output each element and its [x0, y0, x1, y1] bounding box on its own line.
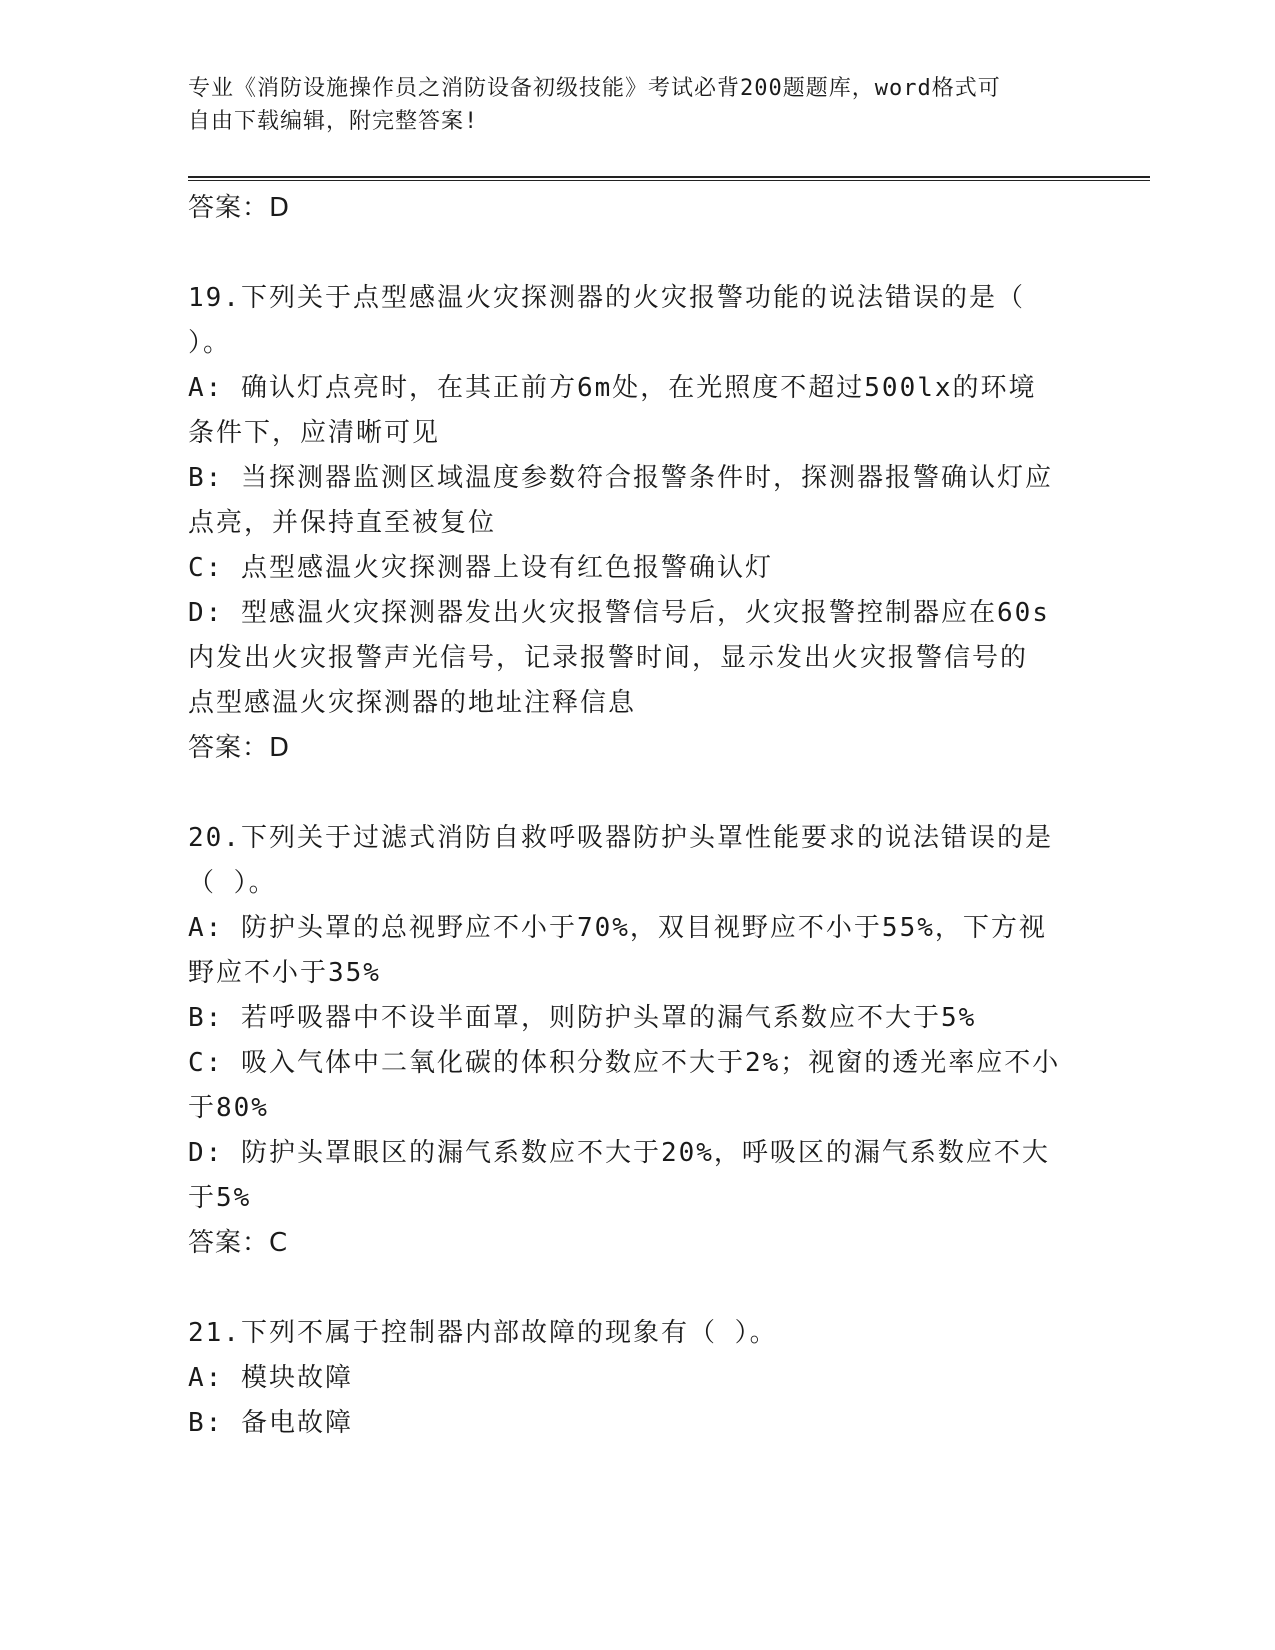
question-19	[188, 276, 1088, 771]
option-d-line: D: 型感温火灾探测器发出火灾报警信号后，火灾报警控制器应在60s	[188, 598, 1050, 628]
header-divider	[188, 176, 1150, 181]
spacer	[188, 231, 1088, 276]
option-b-line: B: 若呼吸器中不设半面罩，则防护头罩的漏气系数应不大于5%	[188, 1003, 977, 1033]
option-a-line: A: 确认灯点亮时，在其正前方6m处，在光照度不超过500lx的环境	[188, 373, 1037, 403]
option-a-line: 条件下，应清晰可见	[188, 418, 441, 448]
option-d-line: 于5%	[188, 1183, 252, 1213]
header-line-2: 自由下载编辑，附完整答案!	[188, 109, 479, 134]
spacer	[188, 1266, 1088, 1311]
question-stem-line: 19.下列关于点型感温火灾探测器的火灾报警功能的说法错误的是（	[188, 283, 1025, 313]
option-a-line: 野应不小于35%	[188, 958, 381, 988]
question-20	[188, 816, 1088, 1266]
answer: 答案：C	[188, 1228, 289, 1258]
option-d-line: 内发出火灾报警声光信号，记录报警时间，显示发出火灾报警信号的	[188, 643, 1029, 673]
option-a-line: A: 模块故障	[188, 1363, 353, 1393]
option-b-line: B: 当探测器监测区域温度参数符合报警条件时，探测器报警确认灯应	[188, 463, 1053, 493]
option-b-line: 点亮，并保持直至被复位	[188, 508, 497, 538]
previous-answer: 答案：D	[188, 193, 291, 223]
option-c-line: 于80%	[188, 1093, 269, 1123]
header-line-1: 专业《消防设施操作员之消防设备初级技能》考试必背200题题库，word格式可	[188, 76, 1001, 101]
question-list	[188, 186, 1088, 1446]
question-21	[188, 1311, 1088, 1446]
document-header	[188, 72, 1068, 138]
option-c-line: C: 点型感温火灾探测器上设有红色报警确认灯	[188, 553, 773, 583]
option-a-line: A: 防护头罩的总视野应不小于70%，双目视野应不小于55%，下方视	[188, 913, 1047, 943]
option-d-line: 点型感温火灾探测器的地址注释信息	[188, 688, 637, 718]
spacer	[188, 771, 1088, 816]
answer: 答案：D	[188, 733, 291, 763]
option-b-line: B: 备电故障	[188, 1408, 353, 1438]
question-stem-line: 20.下列关于过滤式消防自救呼吸器防护头罩性能要求的说法错误的是	[188, 823, 1053, 853]
option-c-line: C: 吸入气体中二氧化碳的体积分数应不大于2%；视窗的透光率应不小	[188, 1048, 1061, 1078]
question-stem-line: ）。	[188, 328, 232, 358]
question-stem-line: 21.下列不属于控制器内部故障的现象有（ ）。	[188, 1318, 778, 1348]
option-d-line: D: 防护头罩眼区的漏气系数应不大于20%，呼吸区的漏气系数应不大	[188, 1138, 1050, 1168]
question-stem-line: （ ）。	[188, 868, 277, 898]
